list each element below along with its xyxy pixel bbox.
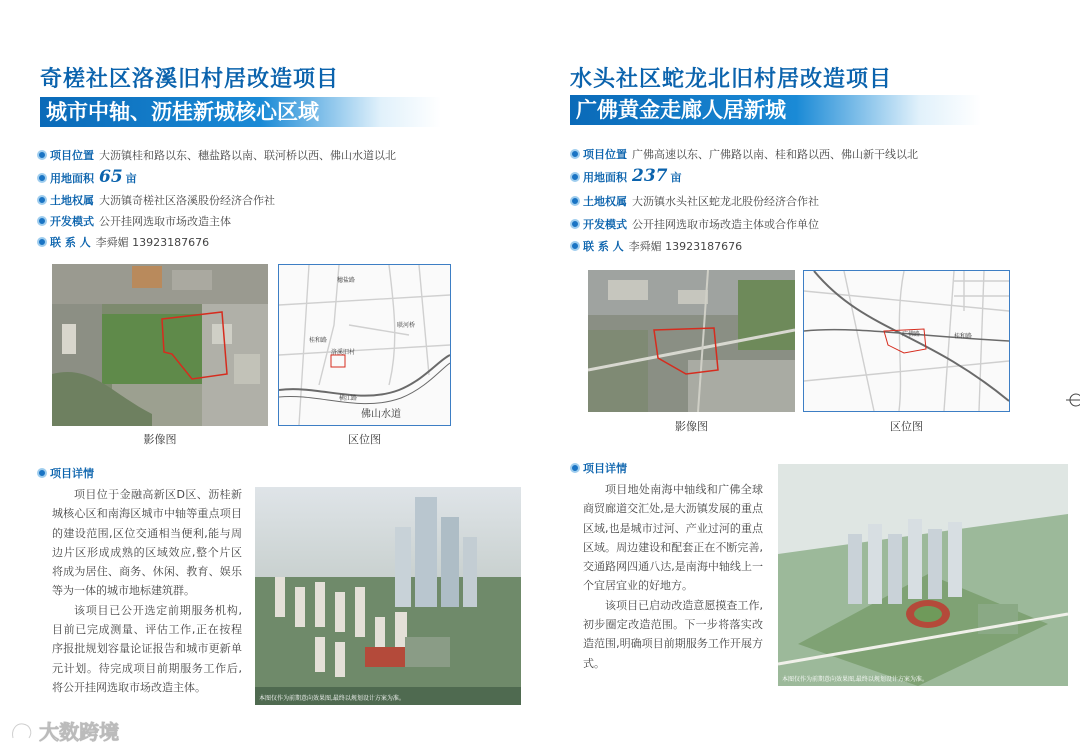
left-project-banner: 城市中轴、沥桂新城核心区域 — [40, 97, 441, 127]
map-label-site: 洛溪旧村 — [331, 349, 356, 356]
map-label-road: 桂和路 — [309, 337, 328, 344]
map-label-road: 桂和路 — [954, 333, 973, 340]
left-info-contact: 联 系 人 李舜媚 13923187676 — [37, 235, 396, 256]
map-label-river: 佛山水道 — [361, 409, 401, 420]
left-details-text — [52, 485, 242, 697]
right-details-header: 项目详情 — [570, 461, 632, 477]
bullet-icon — [37, 195, 47, 205]
left-photo-caption: 影像图 — [143, 433, 177, 446]
right-info-location: 项目位置 广佛高速以东、广佛路以南、桂和路以西、佛山新干线以北 — [570, 147, 918, 168]
right-paragraph-1: 项目地处南海中轴线和广佛全球商贸廊道交汇处,是大沥镇发展的重点区域,也是城市过河、产业过河的重点区域。周边建设和配套正在不断完善,交通路网四通八达,是南海中轴线上一个宜居宜业的好地方。 — [583, 483, 763, 593]
bullet-icon — [37, 216, 47, 226]
left-paragraph-2: 该项目已公开选定前期服务机构,目前已完成测量、评估工作,正在按程序报批规划容量论证报告和城市更新单元计划。待完成项目前期服务工作后,将公开挂网选取市场改造主体。 — [52, 603, 242, 694]
left-info-list — [37, 148, 396, 256]
map-label-road: 穗盐路 — [337, 277, 356, 284]
bullet-icon — [37, 468, 47, 478]
bullet-icon — [570, 219, 580, 229]
map-label-road: 广佛路 — [902, 331, 921, 338]
right-location-map — [803, 270, 1010, 412]
watermark-text: 大数跨境 — [39, 720, 120, 744]
right-info-mode: 开发模式 公开挂网选取市场改造主体或合作单位 — [570, 217, 918, 239]
left-info-mode: 开发模式 公开挂网选取市场改造主体 — [37, 214, 396, 235]
right-map-caption: 区位图 — [890, 420, 923, 433]
bullet-icon — [570, 149, 580, 159]
left-aerial-photo — [52, 264, 268, 426]
bullet-icon — [570, 172, 580, 182]
page-arrow-icon — [1066, 392, 1080, 406]
left-info-ownership: 土地权属 大沥镇奇槎社区洛溪股份经济合作社 — [37, 193, 396, 214]
right-info-ownership: 土地权属 大沥镇水头社区蛇龙北股份经济合作社 — [570, 194, 918, 217]
right-project-banner: 广佛黄金走廊人居新城 — [570, 95, 981, 125]
right-project-title: 水头社区蛇龙北旧村居改造项目 — [570, 67, 893, 92]
left-info-area: 用地面积 65 亩 — [37, 169, 396, 193]
left-render-note: 本图仅作为前期意向效果图,最终以规划设计方案为准。 — [259, 695, 405, 702]
right-photo-caption: 影像图 — [675, 420, 708, 433]
bullet-icon — [37, 237, 47, 247]
map-label-road: 联河桥 — [397, 322, 416, 329]
left-paragraph-1: 项目位于金融高新区D区、沥桂新城核心区和南海区城市中轴等重点项目的建设范围,区位交通相当便利,能与周边片区形成成熟的区域效应,整个片区将成为居住、商务、休闲、教育、娱乐等为一体的城市地标建筑群。 — [52, 488, 242, 598]
left-map-caption: 区位图 — [348, 433, 381, 446]
bullet-icon — [570, 463, 580, 473]
right-render-image — [778, 464, 1068, 686]
left-project-title: 奇槎社区洛溪旧村居改造项目 — [40, 67, 340, 92]
watermark — [10, 716, 119, 742]
right-render-note: 本图仅作为前期意向效果图,最终以规划设计方案为准。 — [782, 676, 928, 683]
left-info-location: 项目位置 大沥镇桂和路以东、穗盐路以南、联河桥以西、佛山水道以北 — [37, 148, 396, 169]
bullet-icon — [570, 196, 580, 206]
left-details-header: 项目详情 — [37, 466, 99, 482]
bullet-icon — [37, 173, 47, 183]
watermark-logo-icon — [10, 720, 34, 742]
left-location-map — [278, 264, 451, 426]
right-info-area: 用地面积 237 亩 — [570, 168, 918, 194]
bullet-icon — [37, 150, 47, 160]
right-aerial-photo — [588, 270, 795, 412]
map-label-road: 横江路 — [339, 395, 358, 402]
bullet-icon — [570, 241, 580, 251]
right-details-text — [583, 480, 763, 673]
right-paragraph-2: 该项目已启动改造意愿摸查工作,初步圈定改造范围。下一步将落实改造范围,明确项目前期服务工作开展方式。 — [583, 598, 763, 670]
left-render-image — [255, 487, 521, 705]
right-info-list — [570, 147, 918, 260]
right-info-contact: 联 系 人 李舜媚 13923187676 — [570, 239, 918, 260]
